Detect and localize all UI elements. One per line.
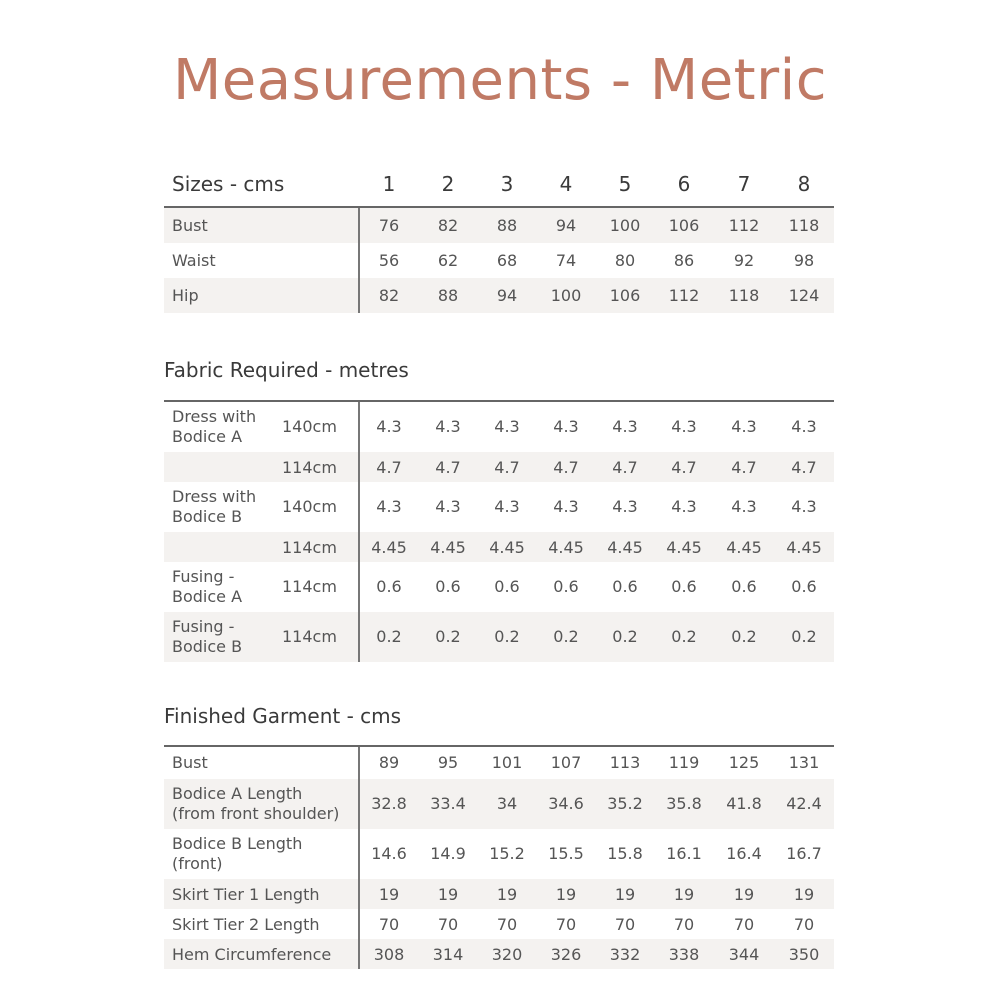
table-cell: 118	[728, 286, 760, 305]
table-cell: 14.6	[371, 844, 407, 863]
table-cell: 101	[491, 753, 523, 772]
finished-section-title: Finished Garment - cms	[164, 704, 402, 728]
fabric-body	[164, 402, 834, 662]
row-label-line1: Bodice A Length	[172, 784, 303, 803]
row-label-line1: Fusing -	[172, 567, 235, 586]
row-label-line2: Bodice B	[172, 507, 243, 526]
table-cell: 4.3	[612, 497, 638, 516]
size-column-header: 2	[441, 172, 455, 196]
table-cell: 19	[555, 885, 577, 904]
table-cell: 80	[614, 251, 636, 270]
table-cell: 112	[728, 216, 760, 235]
table-cell: 0.6	[435, 577, 461, 596]
table-cell: 0.6	[791, 577, 817, 596]
row-label-line1: Hem Circumference	[172, 945, 332, 964]
table-cell: 113	[609, 753, 641, 772]
fabric-section-title: Fabric Required - metres	[164, 358, 409, 382]
size-column-header: 1	[382, 172, 396, 196]
table-cell: 125	[728, 753, 760, 772]
table-cell: 4.3	[671, 417, 697, 436]
row-label-line1: Dress with	[172, 407, 257, 426]
table-cell: 107	[550, 753, 582, 772]
row-label-line1: Skirt Tier 2 Length	[172, 915, 320, 934]
table-row	[164, 939, 834, 969]
table-cell: 4.45	[371, 538, 407, 557]
row-label-line1: Bodice B Length	[172, 834, 303, 853]
table-cell: 0.2	[612, 627, 638, 646]
table-row	[164, 532, 834, 562]
fabric-table	[164, 400, 834, 662]
table-cell: 92	[733, 251, 755, 270]
table-cell: 0.2	[731, 627, 757, 646]
size-column-header: 6	[677, 172, 691, 196]
row-label-line2: Bodice B	[172, 637, 243, 656]
table-cell: 4.7	[671, 458, 697, 477]
table-cell: 86	[673, 251, 695, 270]
table-cell: 4.45	[430, 538, 466, 557]
finished-table	[164, 745, 834, 969]
table-cell: 15.5	[548, 844, 584, 863]
table-cell: 14.9	[430, 844, 466, 863]
table-cell: 88	[437, 286, 459, 305]
table-cell: 82	[437, 216, 459, 235]
table-cell: 124	[788, 286, 820, 305]
sizes-body	[164, 208, 834, 313]
table-cell: 0.2	[671, 627, 697, 646]
table-cell: 4.7	[612, 458, 638, 477]
table-cell: 4.3	[671, 497, 697, 516]
table-cell: 0.2	[553, 627, 579, 646]
table-cell: 0.2	[791, 627, 817, 646]
table-cell: 34.6	[548, 794, 584, 813]
table-cell: 16.1	[666, 844, 702, 863]
table-cell: 95	[437, 753, 459, 772]
table-row	[164, 909, 834, 939]
table-cell: 4.3	[376, 417, 402, 436]
fabric-width: 114cm	[282, 627, 337, 646]
table-cell: 4.3	[435, 417, 461, 436]
table-cell: 0.2	[435, 627, 461, 646]
table-cell: 70	[614, 915, 636, 934]
table-cell: 326	[550, 945, 582, 964]
table-cell: 70	[437, 915, 459, 934]
table-cell: 0.6	[553, 577, 579, 596]
table-cell: 4.45	[548, 538, 584, 557]
table-cell: 35.2	[607, 794, 643, 813]
table-cell: 4.45	[489, 538, 525, 557]
size-column-header: 3	[500, 172, 514, 196]
table-cell: 32.8	[371, 794, 407, 813]
table-cell: 100	[609, 216, 641, 235]
table-cell: 4.3	[435, 497, 461, 516]
table-cell: 0.2	[376, 627, 402, 646]
table-cell: 4.3	[612, 417, 638, 436]
table-cell: 4.45	[607, 538, 643, 557]
table-cell: 15.2	[489, 844, 525, 863]
fabric-width: 114cm	[282, 458, 337, 477]
table-cell: 119	[668, 753, 700, 772]
table-cell: 33.4	[430, 794, 466, 813]
sizes-header-label: Sizes - cms	[172, 172, 285, 196]
table-cell: 4.3	[553, 497, 579, 516]
table-cell: 70	[555, 915, 577, 934]
table-cell: 70	[496, 915, 518, 934]
fabric-width: 114cm	[282, 577, 337, 596]
table-cell: 42.4	[786, 794, 822, 813]
sizes-header-row	[164, 166, 834, 206]
fabric-width: 140cm	[282, 417, 337, 436]
table-cell: 4.7	[553, 458, 579, 477]
column-divider	[358, 208, 360, 313]
table-row	[164, 208, 834, 243]
table-cell: 131	[788, 753, 820, 772]
row-label-line1: Bust	[172, 753, 208, 772]
row-label: Waist	[172, 251, 216, 270]
table-row	[164, 452, 834, 482]
table-row	[164, 612, 834, 662]
table-cell: 4.45	[726, 538, 762, 557]
table-cell: 0.6	[612, 577, 638, 596]
table-cell: 76	[378, 216, 400, 235]
fabric-width: 140cm	[282, 497, 337, 516]
row-label-line1: Fusing -	[172, 617, 235, 636]
table-cell: 70	[733, 915, 755, 934]
table-row	[164, 747, 834, 779]
table-cell: 82	[378, 286, 400, 305]
row-label-line2: Bodice A	[172, 427, 243, 446]
row-label-line2: Bodice A	[172, 587, 243, 606]
table-cell: 70	[673, 915, 695, 934]
row-label: Bust	[172, 216, 208, 235]
table-cell: 314	[432, 945, 464, 964]
row-label-line2: (from front shoulder)	[172, 804, 340, 823]
table-cell: 4.3	[791, 497, 817, 516]
size-column-header: 8	[797, 172, 811, 196]
row-label: Hip	[172, 286, 199, 305]
table-cell: 94	[555, 216, 577, 235]
table-cell: 4.7	[731, 458, 757, 477]
table-cell: 88	[496, 216, 518, 235]
table-cell: 19	[437, 885, 459, 904]
table-cell: 344	[728, 945, 760, 964]
table-cell: 4.7	[494, 458, 520, 477]
fabric-width: 114cm	[282, 538, 337, 557]
page-title: Measurements - Metric	[172, 48, 828, 113]
row-label-line1: Skirt Tier 1 Length	[172, 885, 320, 904]
table-cell: 94	[496, 286, 518, 305]
table-cell: 4.3	[553, 417, 579, 436]
table-row	[164, 482, 834, 532]
table-cell: 19	[733, 885, 755, 904]
table-cell: 118	[788, 216, 820, 235]
size-column-header: 7	[737, 172, 751, 196]
table-cell: 4.45	[666, 538, 702, 557]
table-cell: 0.6	[376, 577, 402, 596]
size-column-header: 4	[559, 172, 573, 196]
table-cell: 89	[378, 753, 400, 772]
sizes-table	[164, 166, 834, 313]
column-divider	[358, 747, 360, 969]
table-cell: 4.7	[376, 458, 402, 477]
table-cell: 56	[378, 251, 400, 270]
table-cell: 308	[373, 945, 405, 964]
table-cell: 350	[788, 945, 820, 964]
table-cell: 4.45	[786, 538, 822, 557]
table-cell: 0.6	[731, 577, 757, 596]
table-cell: 4.3	[494, 497, 520, 516]
table-cell: 35.8	[666, 794, 702, 813]
table-cell: 0.6	[494, 577, 520, 596]
table-cell: 100	[550, 286, 582, 305]
table-cell: 70	[793, 915, 815, 934]
table-cell: 4.3	[791, 417, 817, 436]
table-cell: 4.3	[376, 497, 402, 516]
table-cell: 16.7	[786, 844, 822, 863]
row-label-line2: (front)	[172, 854, 223, 873]
column-divider	[358, 402, 360, 662]
table-row	[164, 278, 834, 313]
table-cell: 4.7	[435, 458, 461, 477]
table-cell: 332	[609, 945, 641, 964]
table-row	[164, 243, 834, 278]
table-cell: 106	[609, 286, 641, 305]
table-row	[164, 562, 834, 612]
table-cell: 106	[668, 216, 700, 235]
table-cell: 0.2	[494, 627, 520, 646]
table-cell: 19	[378, 885, 400, 904]
table-cell: 338	[668, 945, 700, 964]
size-column-header: 5	[618, 172, 632, 196]
table-cell: 19	[673, 885, 695, 904]
row-label-line1: Dress with	[172, 487, 257, 506]
table-cell: 98	[793, 251, 815, 270]
table-cell: 74	[555, 251, 577, 270]
table-cell: 4.7	[791, 458, 817, 477]
table-cell: 34	[496, 794, 518, 813]
table-cell: 41.8	[726, 794, 762, 813]
table-cell: 15.8	[607, 844, 643, 863]
table-cell: 4.3	[731, 417, 757, 436]
table-cell: 19	[614, 885, 636, 904]
table-row	[164, 779, 834, 829]
table-cell: 19	[793, 885, 815, 904]
table-cell: 70	[378, 915, 400, 934]
table-cell: 112	[668, 286, 700, 305]
table-row	[164, 402, 834, 452]
table-cell: 19	[496, 885, 518, 904]
table-cell: 62	[437, 251, 459, 270]
table-cell: 4.3	[731, 497, 757, 516]
table-row	[164, 829, 834, 879]
table-cell: 4.3	[494, 417, 520, 436]
table-cell: 0.6	[671, 577, 697, 596]
finished-body	[164, 747, 834, 969]
table-row	[164, 879, 834, 909]
table-cell: 320	[491, 945, 523, 964]
table-cell: 68	[496, 251, 518, 270]
table-cell: 16.4	[726, 844, 762, 863]
